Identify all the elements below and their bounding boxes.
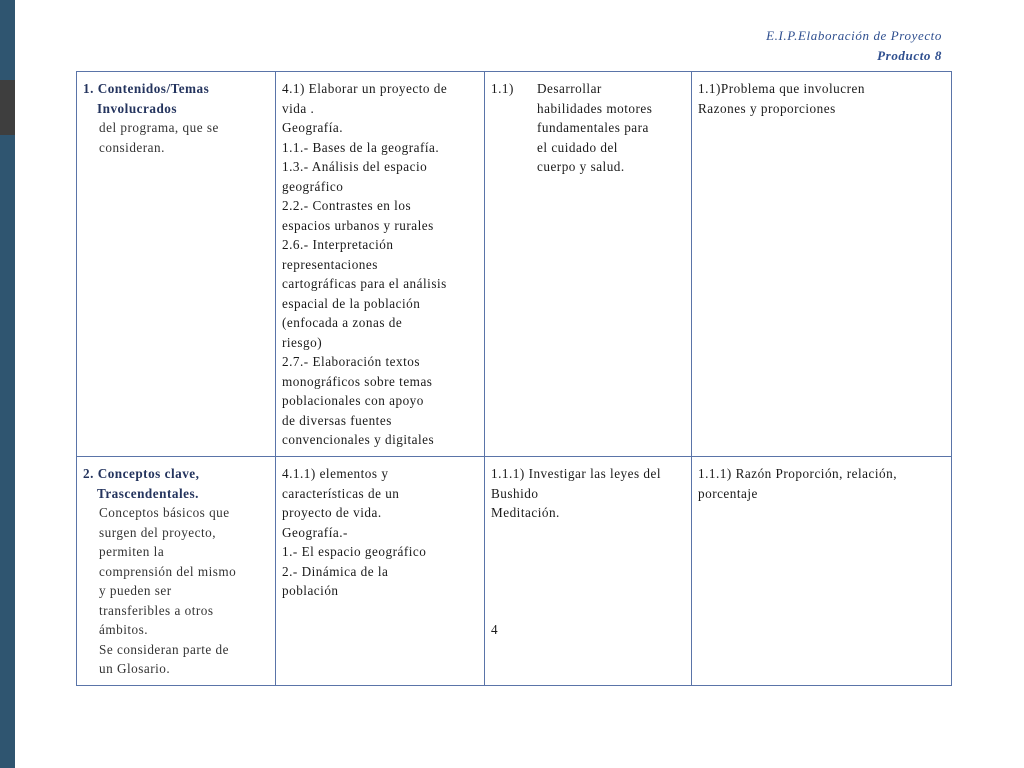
row-heading-sub: Involucrados: [97, 100, 178, 116]
text-line: 1.1.1) Investigar las leyes del: [491, 466, 662, 481]
text-line: habilidades motores: [537, 100, 653, 116]
text-line: consideran.: [99, 139, 165, 155]
text-line: 2.2.- Contrastes en los: [282, 198, 412, 213]
side-decoration-accent: [0, 80, 15, 135]
row-description: [83, 503, 269, 679]
text-line: 1.1)Problema que involucren: [698, 81, 865, 96]
text-line: 4.1) Elaborar un proyecto de: [282, 81, 448, 96]
text-line: 1.- El espacio geográfico: [282, 544, 427, 559]
cell-footer-number: 4: [491, 621, 499, 637]
row-heading-cell: [77, 457, 276, 686]
text-line: riesgo): [282, 334, 323, 350]
text-line: 2.6.- Interpretación: [282, 237, 394, 252]
text-line: Desarrollar: [537, 81, 602, 96]
text-line: Razones y proporciones: [698, 100, 836, 116]
objective-number: 1.1): [491, 81, 514, 96]
row-heading: 1. Contenidos/Temas: [83, 81, 210, 96]
text-line: Se consideran parte de: [99, 641, 230, 657]
text-line: Geografía.-: [282, 524, 348, 540]
text-line: espacial de la población: [282, 295, 421, 311]
row-heading: 2. Conceptos clave,: [83, 466, 200, 481]
text-line: transferibles a otros: [99, 602, 214, 618]
text-line: representaciones: [282, 256, 378, 272]
text-line: permiten la: [99, 544, 165, 559]
text-line: poblacionales con apoyo: [282, 393, 424, 408]
content-cell: [692, 457, 952, 686]
text-line: cuerpo y salud.: [537, 159, 625, 174]
document-title: E.I.P.Elaboración de Proyecto: [766, 28, 942, 43]
text-line: monográficos sobre temas: [282, 373, 433, 389]
text-line: un Glosario.: [99, 661, 171, 676]
content-cell: [692, 72, 952, 457]
table-row: [77, 72, 952, 457]
product-label: Producto 8: [877, 48, 942, 63]
text-line: Geografía.: [282, 120, 344, 135]
text-line: características de un: [282, 485, 400, 501]
objective-cell: [485, 457, 692, 686]
text-line: Meditación.: [491, 505, 560, 520]
text-line: 4.1.1) elementos y: [282, 466, 389, 481]
text-line: el cuidado del: [537, 139, 618, 155]
text-line: espacios urbanos y rurales: [282, 217, 434, 233]
objective-text: [537, 79, 652, 177]
text-line: 1.3.- Análisis del espacio: [282, 159, 428, 174]
objective-cell: [485, 72, 692, 457]
text-line: Bushido: [491, 485, 539, 501]
text-line: 1.1.- Bases de la geografía.: [282, 139, 440, 155]
text-line: porcentaje: [698, 485, 758, 501]
text-line: población: [282, 583, 339, 598]
text-line: 2.- Dinámica de la: [282, 563, 389, 579]
text-line: de diversas fuentes: [282, 412, 392, 428]
row-heading-sub: Trascendentales.: [97, 485, 199, 501]
content-table: [76, 71, 952, 686]
text-line: surgen del proyecto,: [99, 524, 217, 540]
text-line: 2.7.- Elaboración textos: [282, 354, 420, 369]
text-line: convencionales y digitales: [282, 432, 435, 447]
text-line: Conceptos básicos que: [99, 505, 230, 520]
text-line: del programa, que se: [99, 120, 219, 135]
text-line: 1.1.1) Razón Proporción, relación,: [698, 466, 898, 481]
text-line: y pueden ser: [99, 583, 172, 598]
text-line: vida .: [282, 100, 315, 116]
text-line: ámbitos.: [99, 622, 149, 637]
text-line: comprensión del mismo: [99, 563, 237, 579]
text-line: geográfico: [282, 178, 344, 194]
text-line: proyecto de vida.: [282, 505, 382, 520]
text-line: fundamentales para: [537, 120, 649, 135]
text-line: (enfocada a zonas de: [282, 315, 403, 330]
page-header: [766, 26, 942, 66]
table-row: [77, 457, 952, 686]
spacer: [491, 523, 685, 620]
text-line: cartográficas para el análisis: [282, 276, 447, 291]
row-description: [83, 118, 269, 157]
row-heading-cell: [77, 72, 276, 457]
content-cell: [276, 457, 485, 686]
content-cell: [276, 72, 485, 457]
objective-item: [491, 79, 685, 177]
